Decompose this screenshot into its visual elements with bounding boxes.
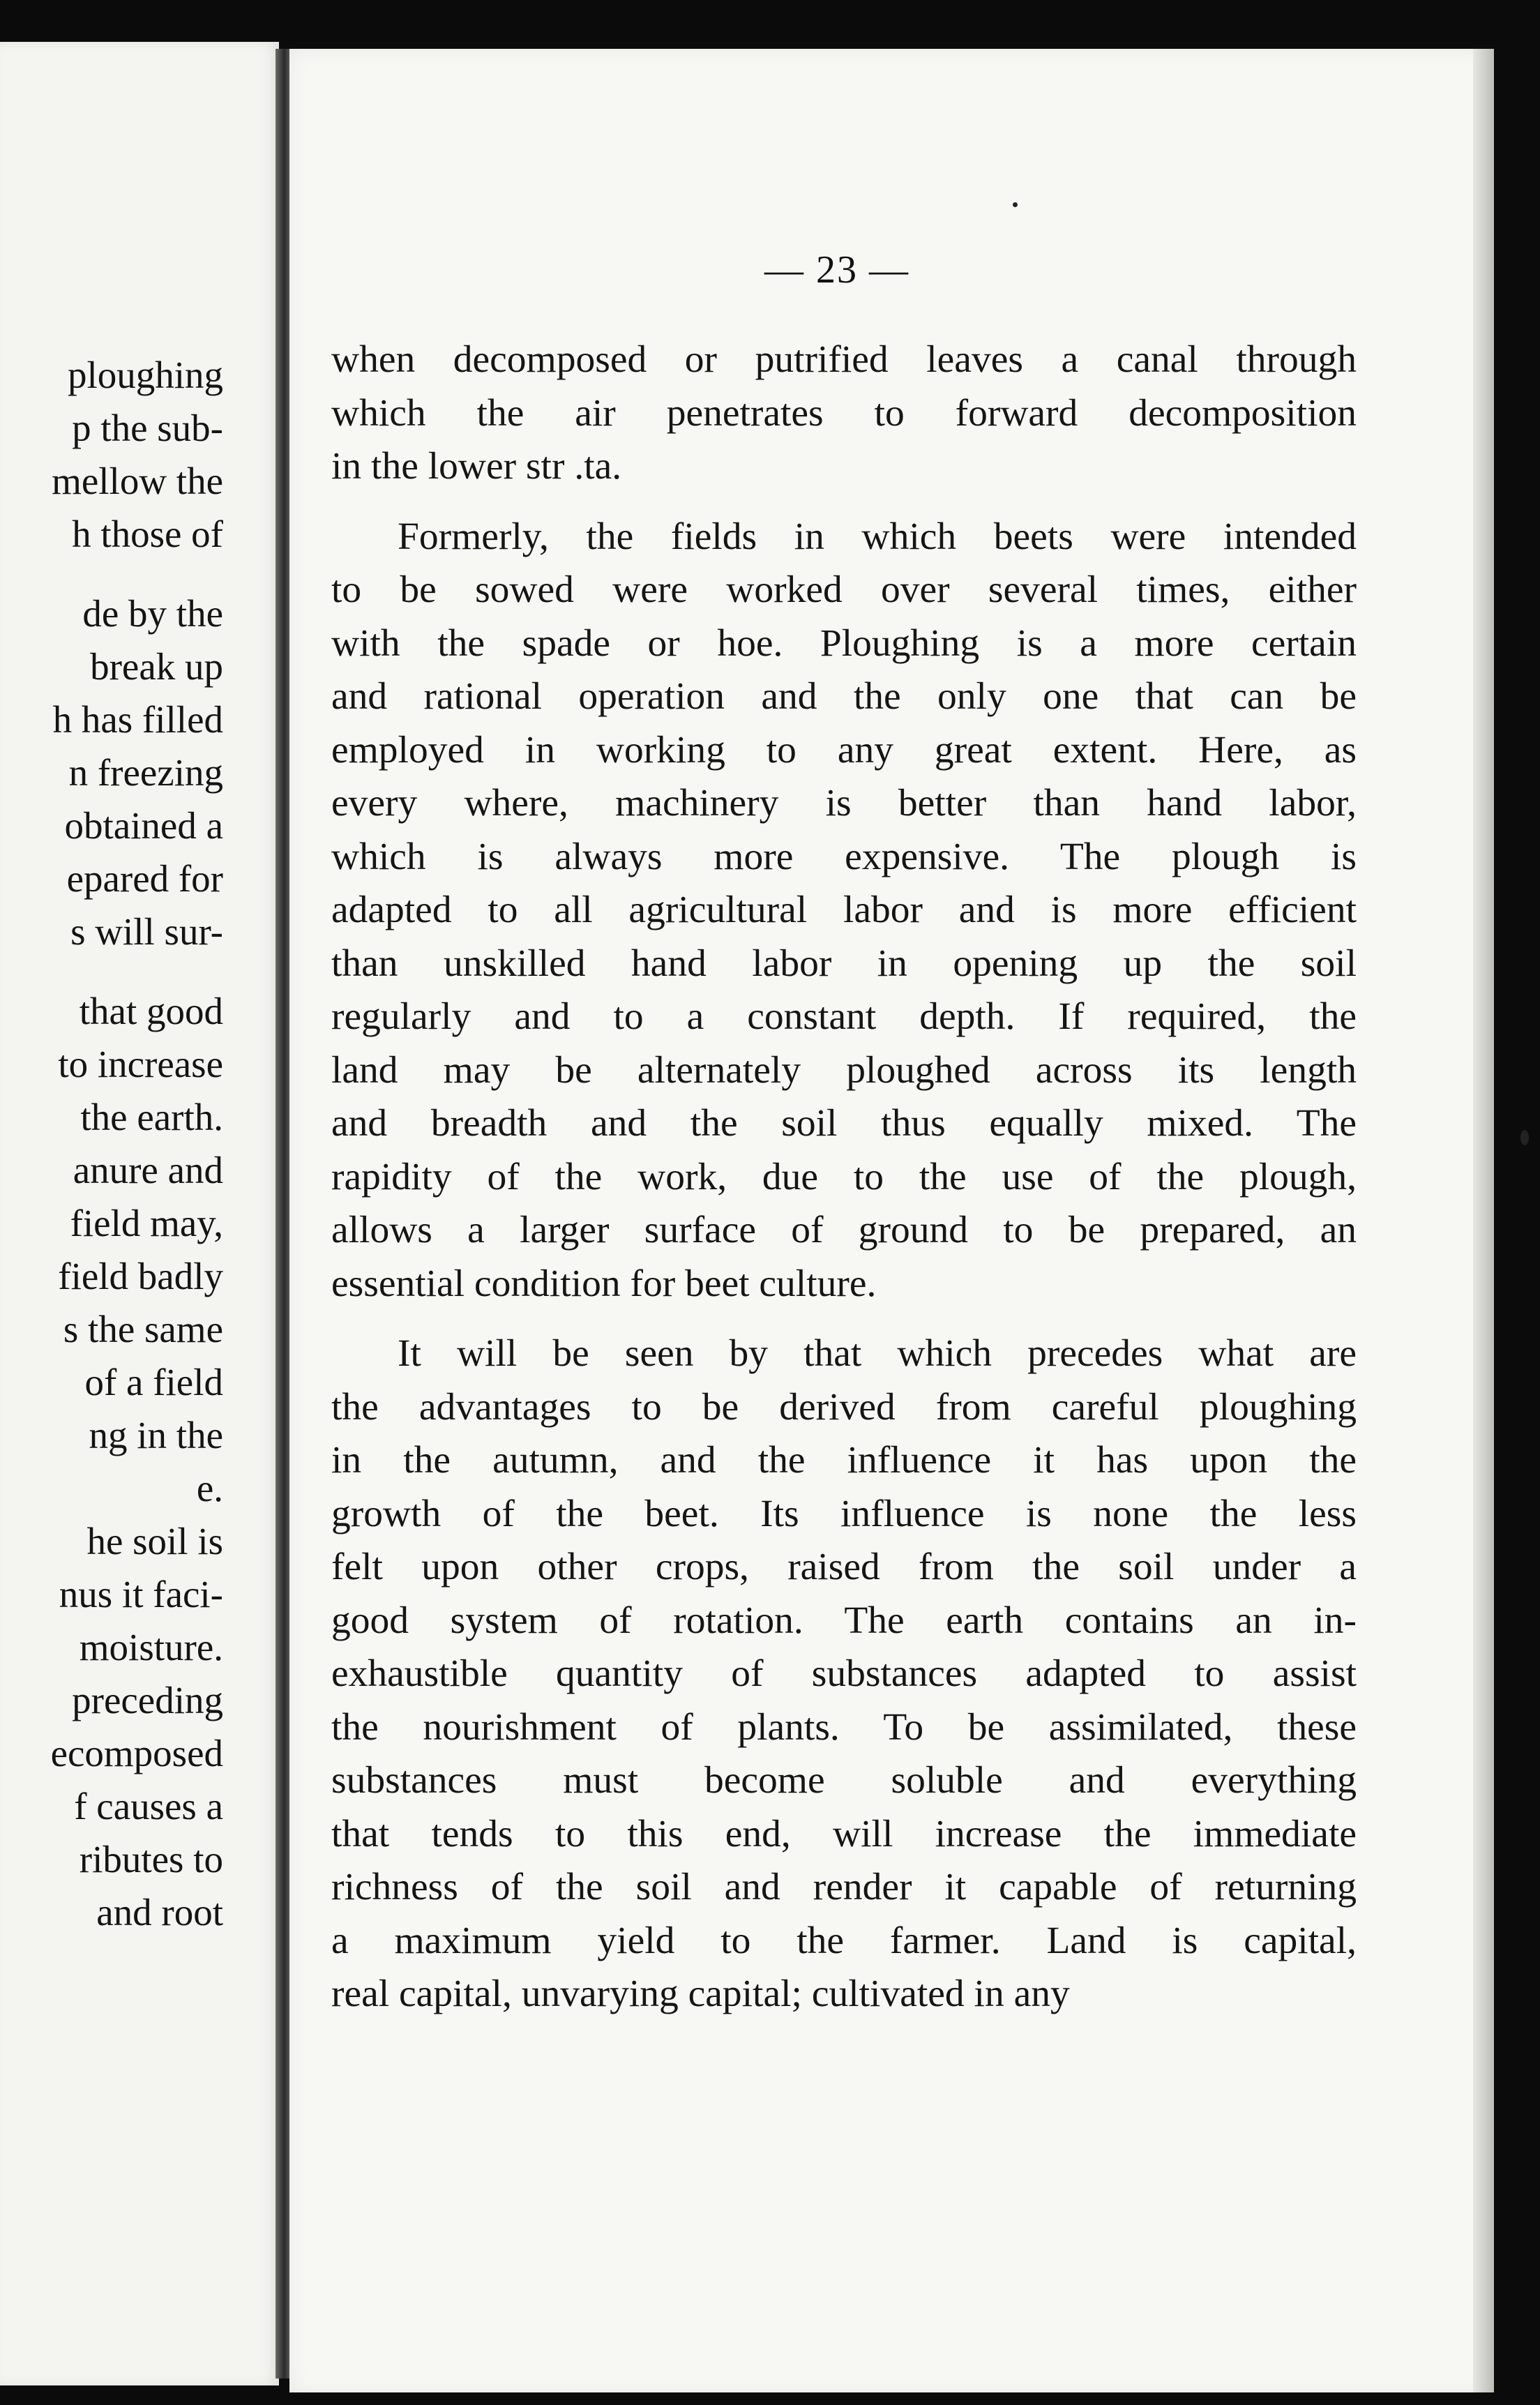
left-line: s will sur- — [70, 910, 223, 953]
text-line: the nourishment of plants. To be assimilated, these — [331, 1705, 1357, 1749]
text-line: good system of rotation. The earth contains an in- — [331, 1599, 1357, 1642]
left-line: anure and — [73, 1149, 223, 1191]
left-line: field may, — [70, 1202, 223, 1244]
left-line: h has filled — [52, 698, 223, 741]
text-line: adapted to all agricultural labor and is more efficient — [331, 889, 1357, 931]
text-line: felt upon other crops, raised from the soil under a — [331, 1546, 1357, 1588]
left-line: moisture. — [79, 1626, 223, 1668]
text-line: which the air penetrates to forward decomposition — [331, 391, 1357, 435]
paragraph — [331, 333, 1357, 494]
page-edge-shadow — [1473, 49, 1494, 2392]
text-line: regularly and to a constant depth. If required, the — [331, 995, 1357, 1038]
left-line: p the sub- — [72, 407, 223, 449]
paragraph — [331, 1327, 1357, 2021]
left-line: obtained a — [64, 804, 223, 847]
left-line: f causes a — [74, 1785, 223, 1827]
left-line: e. — [196, 1467, 223, 1509]
page-number: — 23 — — [764, 248, 909, 292]
left-page-text — [0, 349, 223, 1939]
text-line: the advantages to be derived from careful ploughing — [331, 1385, 1357, 1428]
text-line: to be sowed were worked over several times, either — [331, 568, 1357, 611]
text-line: which is always more expensive. The plough is — [331, 835, 1357, 878]
text-line: essential condition for beet culture. — [331, 1262, 877, 1305]
left-line: and root — [96, 1891, 223, 1933]
text-line: exhaustible quantity of substances adapted to assist — [331, 1652, 1357, 1695]
text-line: growth of the beet. Its influence is none the less — [331, 1492, 1357, 1535]
text-line: allows a larger surface of ground to be prepared, an — [331, 1209, 1357, 1251]
left-line: h those of — [72, 513, 223, 555]
text-line: rapidity of the work, due to the use of the plough, — [331, 1155, 1357, 1198]
left-line: of a field — [84, 1361, 223, 1403]
scan-speck — [1520, 1130, 1529, 1145]
main-body-text — [331, 333, 1357, 2021]
left-line: ecomposed — [50, 1732, 223, 1774]
left-line: nus it faci- — [59, 1573, 223, 1615]
left-line: break up — [90, 645, 223, 688]
text-line: Formerly, the fields in which beets were intended — [398, 515, 1357, 558]
left-line: the earth. — [80, 1096, 223, 1138]
text-line: employed in working to any great extent. Here, as — [331, 728, 1357, 771]
text-line: and rational operation and the only one that can be — [331, 675, 1357, 718]
text-line: when decomposed or putrified leaves a canal through — [331, 338, 1357, 381]
left-line: he soil is — [86, 1520, 223, 1562]
left-line: s the same — [63, 1308, 223, 1350]
text-line: in the lower str .ta. — [331, 445, 622, 488]
text-line: than unskilled hand labor in opening up the soil — [331, 942, 1357, 985]
text-line: that tends to this end, will increase the immediate — [331, 1812, 1357, 1855]
scan-speck — [1013, 202, 1018, 207]
left-line: mellow the — [52, 460, 223, 502]
left-line: field badly — [58, 1255, 223, 1297]
text-line: real capital, unvarying capital; cultivated in any — [331, 1973, 1070, 2015]
left-line: to increase — [58, 1043, 223, 1085]
left-line: epared for — [66, 857, 223, 900]
text-line: in the autumn, and the influence it has upon the — [331, 1439, 1357, 1482]
text-line: richness of the soil and render it capable of returning — [331, 1866, 1357, 1908]
text-line: a maximum yield to the farmer. Land is capital, — [331, 1919, 1357, 1962]
paragraph — [331, 511, 1357, 1311]
text-line: with the spade or hoe. Ploughing is a more certain — [331, 621, 1357, 665]
left-line: preceding — [72, 1679, 223, 1721]
left-line: ributes to — [79, 1838, 223, 1880]
left-line: ploughing — [67, 354, 223, 396]
left-line-gap — [0, 958, 223, 985]
left-line: that good — [79, 990, 223, 1032]
left-line: de by the — [82, 592, 223, 635]
left-line: ng in the — [89, 1414, 223, 1456]
text-line: and breadth and the soil thus equally mixed. The — [331, 1102, 1357, 1145]
left-line: n freezing — [68, 751, 223, 794]
left-line-gap — [0, 561, 223, 587]
text-line: substances must become soluble and everything — [331, 1759, 1357, 1802]
text-line: land may be alternately ploughed across its length — [331, 1048, 1357, 1092]
text-line: every where, machinery is better than hand labor, — [331, 782, 1357, 824]
text-line: It will be seen by that which precedes what are — [398, 1332, 1357, 1375]
left-page — [0, 42, 279, 2385]
